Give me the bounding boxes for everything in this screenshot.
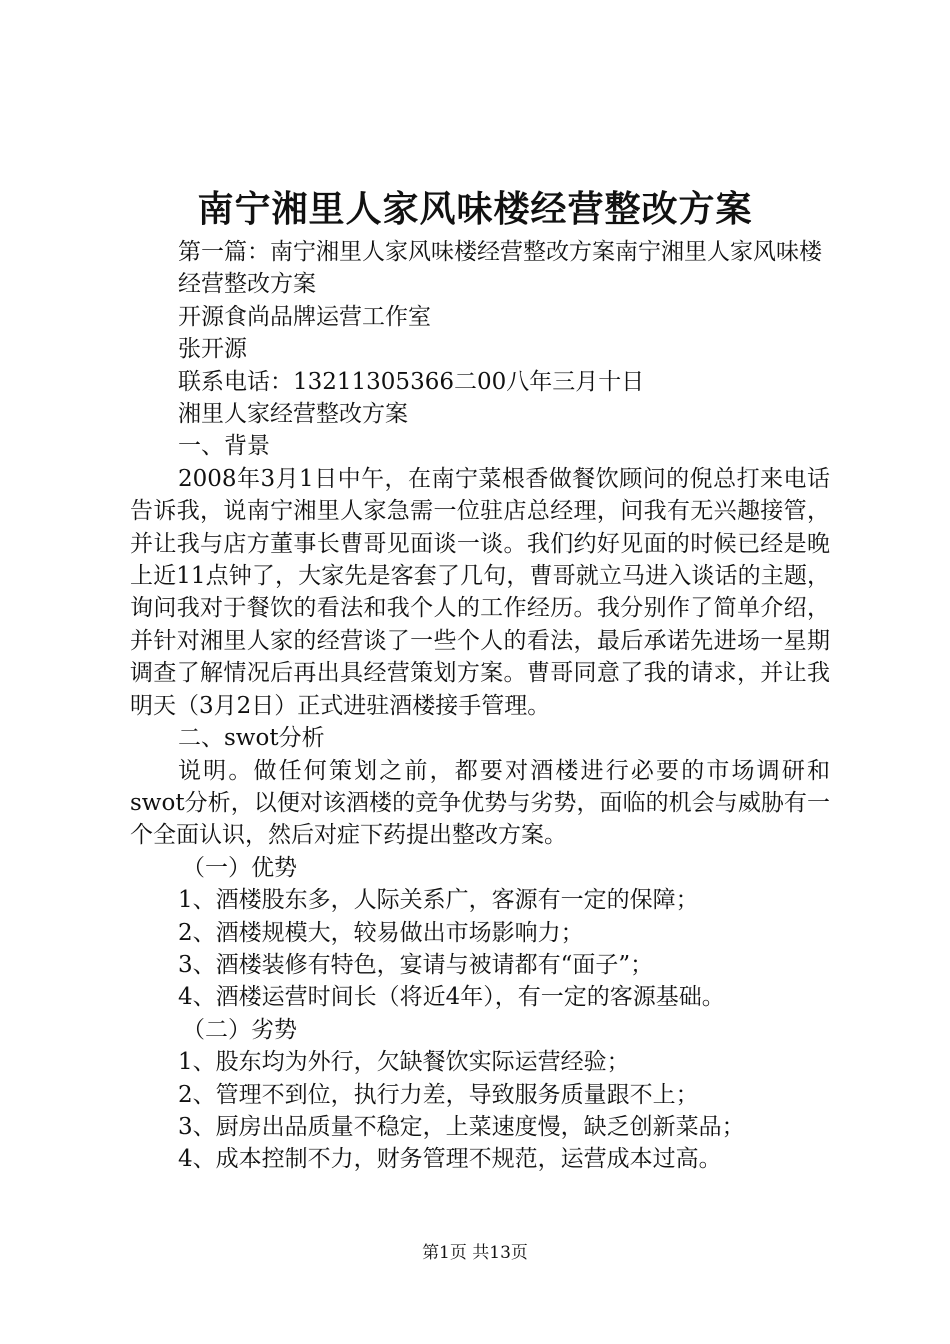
paragraph-first-chapter-heading: 第一篇：南宁湘里人家风味楼经营整改方案南宁湘里人家风味楼 [178,239,822,265]
paragraph-subtitle: 湘里人家经营整改方案 [178,401,408,428]
subheading-strengths: （一）优势 [182,854,297,881]
list-item-weakness-3: 3、厨房出品质量不稳定，上菜速度慢，缺乏创新菜品； [178,1113,745,1140]
list-item-strength-1: 1、酒楼股东多，人际关系广，客源有一定的保障； [178,887,699,914]
paragraph-plan-name: 经营整改方案 [178,271,316,298]
list-item-weakness-2: 2、管理不到位，执行力差，导致服务质量跟不上； [178,1081,699,1108]
list-item-weakness-1: 1、股东均为外行，欠缺餐饮实际运营经验； [178,1049,630,1076]
list-item-strength-4: 4、酒楼运营时间长（将近4年），有一定的客源基础。 [178,984,725,1011]
section-heading-background: 一、背景 [178,433,270,460]
document-title: 南宁湘里人家风味楼经营整改方案 [197,188,753,230]
paragraph-swot-note: 说明。做任何策划之前，都要对酒楼进行必要的市场调研和swot分析，以便对该酒楼的竞争优势与劣势，面临的机会与威胁有一个全面认识，然后对症下药提出整改方案。 [130,757,830,849]
paragraph-background-body: 2008年3月1日中午，在南宁菜根香做餐饮顾问的倪总打来电话告诉我，说南宁湘里人家急需一位驻店总经理，问我有无兴趣接管，并让我与店方董事长曹哥见面谈一谈。我们约好见面的时候已经是晚上近11点钟了，大家先是客套了几句，曹哥就立马进入谈话的主题，询问我对于餐饮的看法和我个人的工作经历。我分别作了简单介绍，并针对湘里人家的经营谈了一些个人的看法，最后承诺先进场一星期调查了解情况后再出具经营策划方案。曹哥同意了我的请求，并让我明天（3月2日）正式进驻酒楼接手管理。 [130,465,830,719]
list-item-strength-3: 3、酒楼装修有特色，宴请与被请都有“面子”； [178,951,654,978]
section-heading-swot: 二、swot分析 [178,725,325,752]
page-number-footer: 第1页 共13页 [422,1243,528,1263]
subheading-weaknesses: （二）劣势 [182,1016,297,1043]
paragraph-studio: 开源食尚品牌运营工作室 [178,303,431,330]
list-item-weakness-4: 4、成本控制不力，财务管理不规范，运营成本过高。 [178,1146,722,1173]
list-item-strength-2: 2、酒楼规模大，较易做出市场影响力； [178,919,584,946]
paragraph-contact: 联系电话：13211305366二00八年三月十日 [178,368,645,395]
paragraph-author: 张开源 [178,336,247,363]
document-body [130,236,830,1176]
